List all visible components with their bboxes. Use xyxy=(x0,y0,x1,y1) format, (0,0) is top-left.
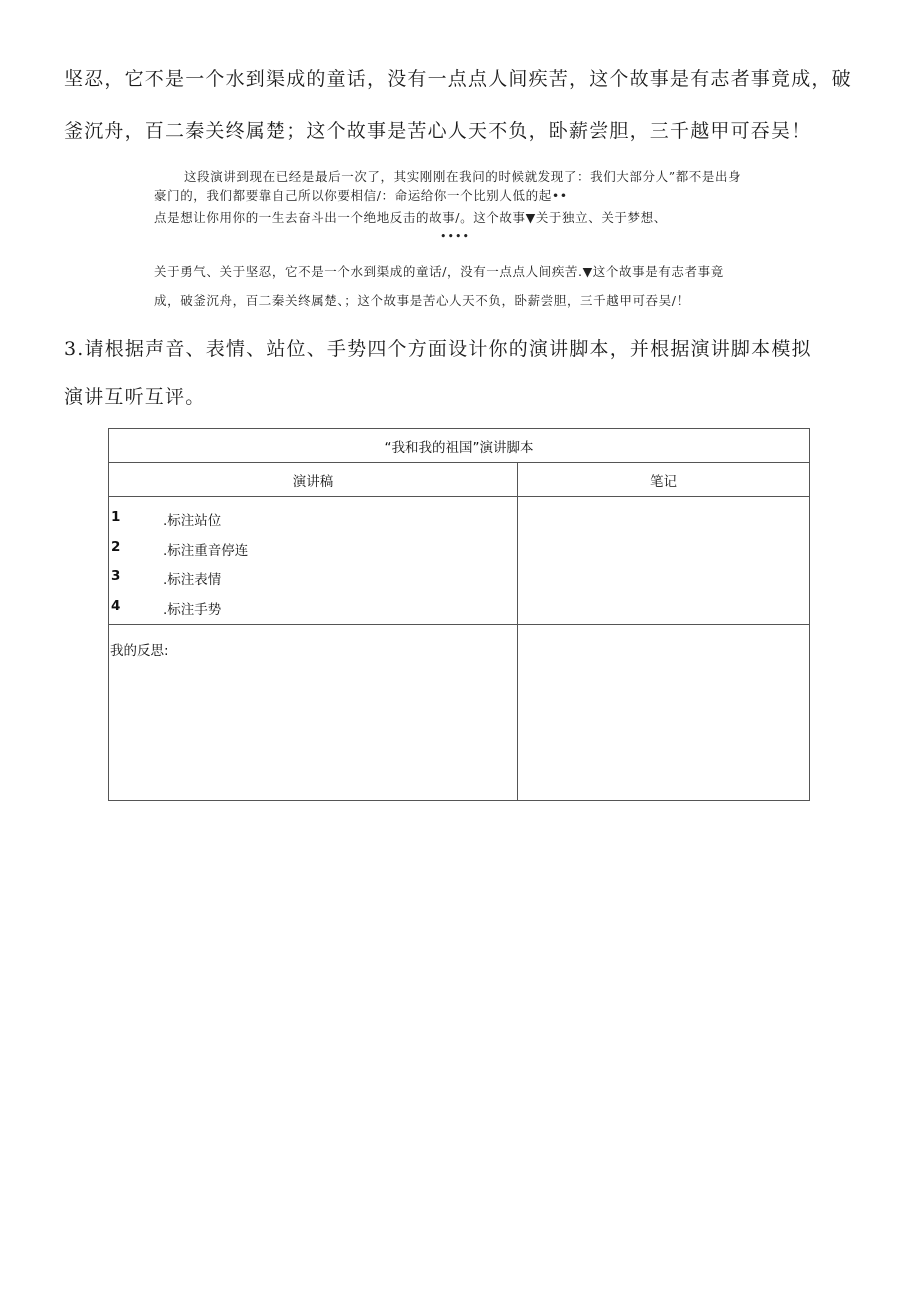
paragraph-line-1: 坚忍，它不是一个水到渠成的童话，没有一点点人间疾苦，这个故事是有志者事竟成，破 xyxy=(64,68,852,90)
list-item-label: .标注手势 xyxy=(163,601,222,618)
quote-line-4: 关于勇气、关于坚忍，它不是一个水到渠成的童话/，没有一点点人间疾苦.▼这个故事是有志者事竟 xyxy=(154,264,724,279)
quote-line-1: 这段演讲到现在已经是最后一次了，其实刚刚在我问的时候就发现了：我们大部分人”都不是出身 xyxy=(184,169,742,184)
reflection-cell[interactable] xyxy=(109,625,518,801)
notes-cell-top[interactable] xyxy=(518,497,810,625)
list-item-label: .标注重音停连 xyxy=(163,542,249,559)
list-item-number: 1 xyxy=(111,509,121,525)
reflection-label: 我的反思: xyxy=(110,643,169,659)
notes-cell-bottom[interactable] xyxy=(518,625,810,801)
list-item-number: 4 xyxy=(111,597,121,614)
speech-script-table xyxy=(108,428,810,801)
list-item xyxy=(109,556,517,586)
paragraph-line-2: 釜沉舟，百二秦关终属楚；这个故事是苦心人天不负，卧薪尝胆，三千越甲可吞吴！ xyxy=(64,120,812,142)
list-item xyxy=(109,527,517,557)
task-instruction-line-1: 3.请根据声音、表情、站位、手势四个方面设计你的演讲脚本，并根据演讲脚本模拟 xyxy=(64,338,812,360)
list-item-number: 2 xyxy=(111,538,121,555)
list-item-number: 3 xyxy=(111,568,121,584)
quote-line-3: 点是想让你用你的一生去奋斗出一个绝地反击的故事/。这个故事▼关于独立、关于梦想、 xyxy=(154,210,667,225)
table-title: “我和我的祖国”演讲脚本 xyxy=(109,429,810,463)
list-item-label: .标注表情 xyxy=(163,572,222,588)
column-header-script: 演讲稿 xyxy=(109,463,518,497)
quote-line-2: 豪门的，我们都要靠自己所以你要相信/：命运给你一个比别人低的起•• xyxy=(154,188,568,203)
column-header-notes: 笔记 xyxy=(518,463,810,497)
task-instruction-line-2: 演讲互听互评。 xyxy=(64,386,206,408)
quote-line-5: 成，破釜沉舟，百二秦关终属楚、；这个故事是苦心人天不负，卧薪尝胆，三千越甲可吞吴/！ xyxy=(154,293,690,308)
list-item-label: .标注站位 xyxy=(163,513,222,529)
quote-emphasis-dots: •••• xyxy=(440,230,470,243)
annotation-list-cell xyxy=(109,497,518,625)
list-item xyxy=(109,497,517,527)
list-item xyxy=(109,586,517,616)
